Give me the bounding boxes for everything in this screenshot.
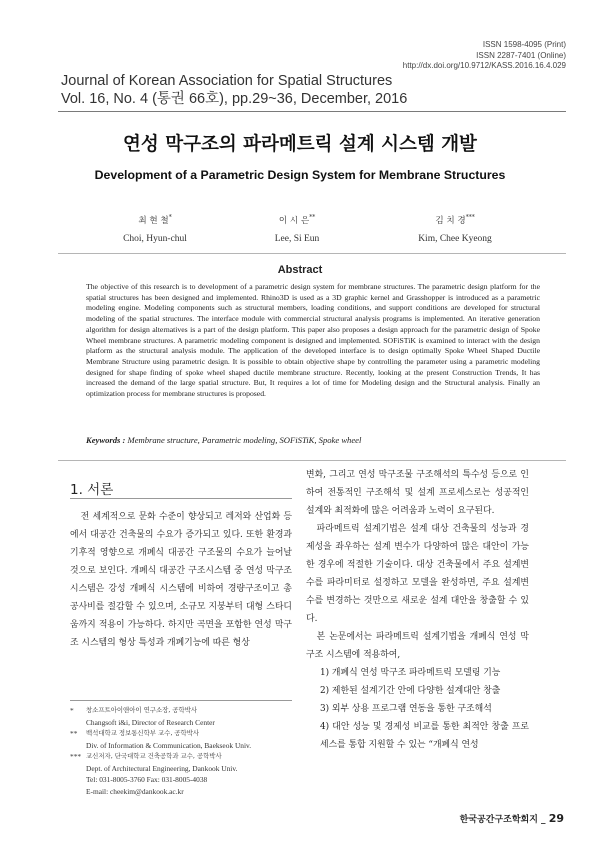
doi-link[interactable]: http://dx.doi.org/10.9712/KASS.2016.16.4.029: [402, 61, 566, 70]
body-paragraph: 전 세계적으로 문화 수준이 향상되고 레저와 산업화 등에서 대공간 건축물의 수요가 증가되고 있다. 또한 환경과 기후적 영향으로 개폐식 대공간 구조물의 수요가 늘어날 것으로 보인다. 개폐식 대공간 구조시스템 중 연성 막구조 시스템은 강성 개폐식 시스템에 비하여 경량구조이고 총 공사비를 절감할 수 있으며, 소규모 지붕부터 대형 스타디움까지 적용이 가능하다. 하지만 곡면을 포함한 연성 막구조 시스템의 형상 특성과 개폐기능에 따른 형상: [70, 512, 292, 648]
author-2: [222, 209, 372, 248]
author-mark: ***: [465, 214, 475, 221]
author-name-en: Lee, Si Eun: [274, 233, 320, 244]
header-divider: [58, 111, 566, 112]
abstract-text: The objective of this research is to development of a parametric design system for membrane structures. The parametric design platform for the spatial structures has been designed and implemented. Rhino3D is used as a 3D graphic kernel and Grasshopper is introduced as a parametric modeling engine. Modeling components such as structural members, loading conditions, and support conditions are developed for structural modeling of the spatial structures. The interface module with commercial structural analysis programs is implemented. An iterative generation algorithm for design alternatives is a part of the design platform. This paper also proposes a design approach for the parametric design of Spoke Wheel membrane structures. A parametric modeling component is designed and implemented. SOFiSTiK is examined to interact with the design platform as the structural analysis module. The application of the developed interface is to design optimally Spoke Wheel Shaped Ductile Membrane Structure using parametric design. It is possible to obtain objective shape by controlling the parameter using a parametric modeling designed for shape finding of spoke wheel shaped ductile membrane structure. Recently, looking at the present Construction Trends, It has increased the demand of the large spatial structure. But, It requires a lot of time for Modeling design and the Structural analysis. Finally an optimization process for membrane structures is proposed.: [86, 282, 540, 399]
author-3: [380, 209, 530, 248]
body-divider: [58, 460, 566, 461]
keywords-label: Keywords :: [86, 435, 128, 445]
author-name-ko: 이 시 은: [278, 215, 310, 226]
page-number: 29: [548, 812, 564, 825]
footnote-en: Div. of Information & Communication, Baekseok Univ.: [86, 740, 252, 750]
footnotes: [70, 705, 292, 797]
abstract-heading: Abstract: [277, 264, 323, 276]
abstract-divider: [58, 253, 566, 254]
keywords-text: Membrane structure, Parametric modeling, SOFiSTiK, Spoke wheel: [127, 435, 362, 445]
list-item: 2) 제한된 설계기간 안에 다양한 설계대안 창출: [320, 686, 501, 696]
author-name-en: Choi, Hyun-chul: [123, 233, 187, 244]
list-item: 3) 외부 상용 프로그램 연동을 통한 구조해석: [320, 704, 492, 714]
author-name-en: Kim, Chee Kyeong: [418, 233, 492, 244]
footnote-en: Changsoft i&i, Director of Research Center: [86, 717, 215, 727]
footnote-divider: [70, 700, 292, 701]
contact-tel: Tel: 031-8005-3760 Fax: 031-8005-4038: [86, 775, 208, 784]
section-title-underline: [70, 498, 292, 499]
footer-separator: _: [537, 815, 549, 825]
footnote-mark: ***: [70, 752, 82, 761]
volume-line: Vol. 16, No. 4 (통권 66호), pp.29~36, December, 2016: [61, 91, 408, 107]
footnote-mark: **: [70, 729, 78, 738]
journal-name: Journal of Korean Association for Spatial Structures: [61, 73, 393, 89]
footnote-ko: 교신저자, 단국대학교 건축공학과 교수, 공학박사: [86, 752, 222, 760]
page-footer: [460, 812, 564, 825]
author-mark: *: [168, 214, 172, 221]
footnote-mark: *: [70, 706, 74, 715]
author-1: [80, 209, 230, 248]
section-title: 1. 서론: [70, 482, 114, 498]
list-item: 1) 개폐식 연성 막구조 파라메트릭 모델링 기능: [320, 668, 501, 678]
contact-email[interactable]: E-mail: cheekim@dankook.ac.kr: [86, 786, 184, 796]
author-name-ko: 김 치 경: [435, 215, 466, 226]
contribution-list: [306, 664, 529, 754]
body-paragraph: 변화, 그리고 연성 막구조물 구조해석의 특수성 등으로 인하여 전통적인 구조해석 및 설계 프로세스로는 성공적인 설계와 최적화에 많은 어려움과 노력이 요구된다.: [306, 470, 529, 516]
footnote-3: [70, 751, 292, 797]
body-column-right: [306, 466, 529, 754]
footer-journal: 한국공간구조학회지: [459, 815, 538, 825]
body-column-left: [70, 508, 292, 652]
body-paragraph: 본 논문에서는 파라메트릭 설계기법을 개폐식 연성 막구조 시스템에 적용하여,: [306, 632, 529, 660]
footnote-ko: 백석대학교 정보통신학부 교수, 공학박사: [86, 729, 200, 737]
title-english: Development of a Parametric Design System for Membrane Structures: [94, 168, 506, 182]
footnote-1: [70, 705, 292, 728]
list-item: 4) 대안 성능 및 경제성 비교를 통한 최적안 창출 프로세스를 통합 지원할 수 있는 “개폐식 연성: [320, 722, 529, 750]
footnote-ko: 창소프트아이앤아이 연구소장, 공학박사: [86, 706, 198, 714]
body-paragraph: 파라메트릭 설계기법은 설계 대상 건축물의 성능과 경제성을 좌우하는 설계 변수가 다양하여 많은 대안이 가능한 경우에 적절한 기술이다. 대상 건축물에서 주요 설계변수를 파라미터로 설정하고 모델을 완성하면, 주요 설계변수를 변경하는 것만으로 새로운 설계 대안을 창출할 수 있다.: [306, 524, 529, 624]
author-name-ko: 최 현 철: [138, 215, 169, 226]
keywords: [86, 435, 540, 445]
journal-header: [61, 72, 407, 108]
title-korean: 연성 막구조의 파라메트릭 설계 시스템 개발: [123, 134, 477, 155]
issn-online: ISSN 2287-7401 (Online): [476, 50, 566, 60]
issn-block: [403, 40, 566, 72]
footnote-2: [70, 728, 292, 751]
issn-print: ISSN 1598-4095 (Print): [482, 40, 566, 49]
author-mark: **: [309, 214, 316, 221]
footnote-en: Dept. of Architectural Engineering, Dankook Univ.: [86, 763, 238, 773]
